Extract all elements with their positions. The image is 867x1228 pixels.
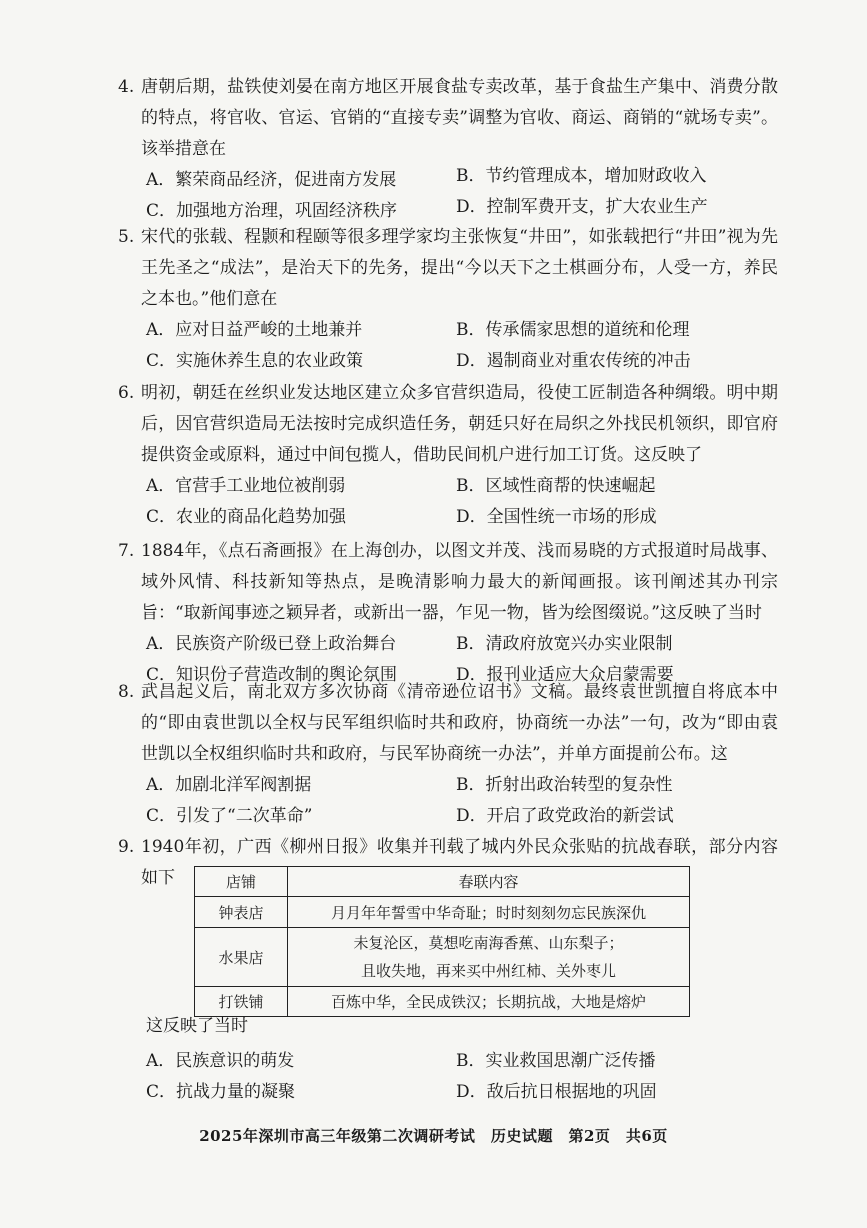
option-d: D．全国性统一市场的形成 [456,507,657,527]
options [146,165,778,227]
table-row [195,897,690,928]
option-c: C．知识份子营造改制的舆论氛围 [146,665,398,685]
question-9-continued [118,1011,778,1108]
option-d: D．控制军费开支，扩大农业生产 [456,197,708,217]
option-c: C．引发了“二次革命” [146,806,313,826]
option-c: C．抗战力量的凝聚 [146,1082,296,1102]
options [146,770,778,832]
options [146,315,778,377]
option-d: D．敌后抗日根据地的巩固 [456,1082,657,1102]
option-b: B．清政府放宽兴办实业限制 [456,634,673,654]
column-header-shop: 店铺 [195,867,288,897]
question-number: 8. [118,682,135,702]
question-4 [118,72,778,227]
question-stem: 武昌起义后，南北双方多次协商《清帝逊位诏书》文稿。最终袁世凯擅自将底本中的“即由袁世凯以全权与民军组织临时共和政府，协商统一办法”一句，改为“即由袁世凯以全权组织临时共和政府，与民军协商统一办法”，并单方面提前公布。这 [141,682,778,764]
option-d: D．开启了政党政治的新尝试 [456,806,674,826]
option-b: B．传承儒家思想的道统和伦理 [456,320,690,340]
question-number: 5. [118,227,135,247]
option-b: B．实业救国思潮广泛传播 [456,1051,656,1071]
question-stem: 明初，朝廷在丝织业发达地区建立众多官营织造局，役使工匠制造各种绸缎。明中期后，因官营织造局无法按时完成织造任务，朝廷只好在局织之外找民机领织，即官府提供资金或原料，通过中间包揽人，借助民间机户进行加工订货。这反映了 [141,383,778,465]
option-b: B．节约管理成本，增加财政收入 [456,166,707,186]
shop-cell: 打铁铺 [195,987,288,1017]
table-row [195,928,690,987]
question-stem: 宋代的张载、程颢和程颐等很多理学家均主张恢复“井田”，如张载把行“井田”视为先王先圣之“成法”，是治天下的先务，提出“今以天下之土棋画分布，人受一方，养民之本也。”他们意在 [141,227,778,309]
question-6 [118,378,778,533]
option-a: A．民族意识的萌发 [146,1051,295,1071]
question-7 [118,536,778,691]
couplet-table [194,866,690,1017]
question-stem-after-table: 这反映了当时 [146,1016,248,1036]
option-d: D．报刊业适应大众启蒙需要 [456,665,674,685]
shop-cell: 钟表店 [195,897,288,928]
option-c: C．实施休养生息的农业政策 [146,351,364,371]
options [146,471,778,533]
couplet-cell [288,928,690,987]
option-a: A．官营手工业地位被削弱 [146,476,346,496]
question-8 [118,677,778,832]
option-a: A．应对日益严峻的土地兼并 [146,320,363,340]
question-number: 7. [118,541,135,561]
column-header-couplet: 春联内容 [288,867,690,897]
option-b: B．区域性商帮的快速崛起 [456,476,656,496]
option-d: D．遏制商业对重农传统的冲击 [456,351,691,371]
question-number: 9. [118,837,135,857]
option-c: C．加强地方治理，巩固经济秩序 [146,201,398,221]
couplet-line: 且收失地，再来买中州红柿、关外枣儿 [360,962,616,980]
question-number: 6. [118,383,135,403]
question-5 [118,222,778,377]
table-header-row [195,867,690,897]
question-number: 4. [118,77,135,97]
option-c: C．农业的商品化趋势加强 [146,507,347,527]
couplet-cell: 百炼中华，全民成铁汉；长期抗战，大地是熔炉 [288,987,690,1017]
option-a: A．民族资产阶级已登上政治舞台 [146,634,397,654]
page-footer: 2025年深圳市高三年级第二次调研考试 历史试题 第2页 共6页 [199,1127,668,1145]
option-a: A．繁荣商品经济，促进南方发展 [146,170,397,190]
question-stem: 1884年，《点石斋画报》在上海创办，以图文并茂、浅而易晓的方式报道时局战事、域外风情、科技新知等热点，是晚清影响力最大的新闻画报。该刊阐述其办刊宗旨：“取新闻事迹之颖异者，或新出一器，乍见一物，皆为绘图缀说。”这反映了当时 [141,541,778,623]
question-stem: 唐朝后期，盐铁使刘晏在南方地区开展食盐专卖改革，基于食盐生产集中、消费分散的特点，将官收、官运、官销的“直接专卖”调整为官收、商运、商销的“就场专卖”。该举措意在 [141,77,778,159]
couplet-line: 未复沦区，莫想吃南海香蕉、山东梨子； [353,934,624,952]
couplet-cell: 月月年年誓雪中华奇耻；时时刻刻勿忘民族深仇 [288,897,690,928]
option-a: A．加剧北洋军阀割据 [146,775,312,795]
shop-cell: 水果店 [195,928,288,987]
options [146,1046,778,1108]
question-stem: 1940年初，广西《柳州日报》收集并刊载了城内外民众张贴的抗战春联，部分内容如下 [141,837,778,888]
option-b: B．折射出政治转型的复杂性 [456,775,673,795]
